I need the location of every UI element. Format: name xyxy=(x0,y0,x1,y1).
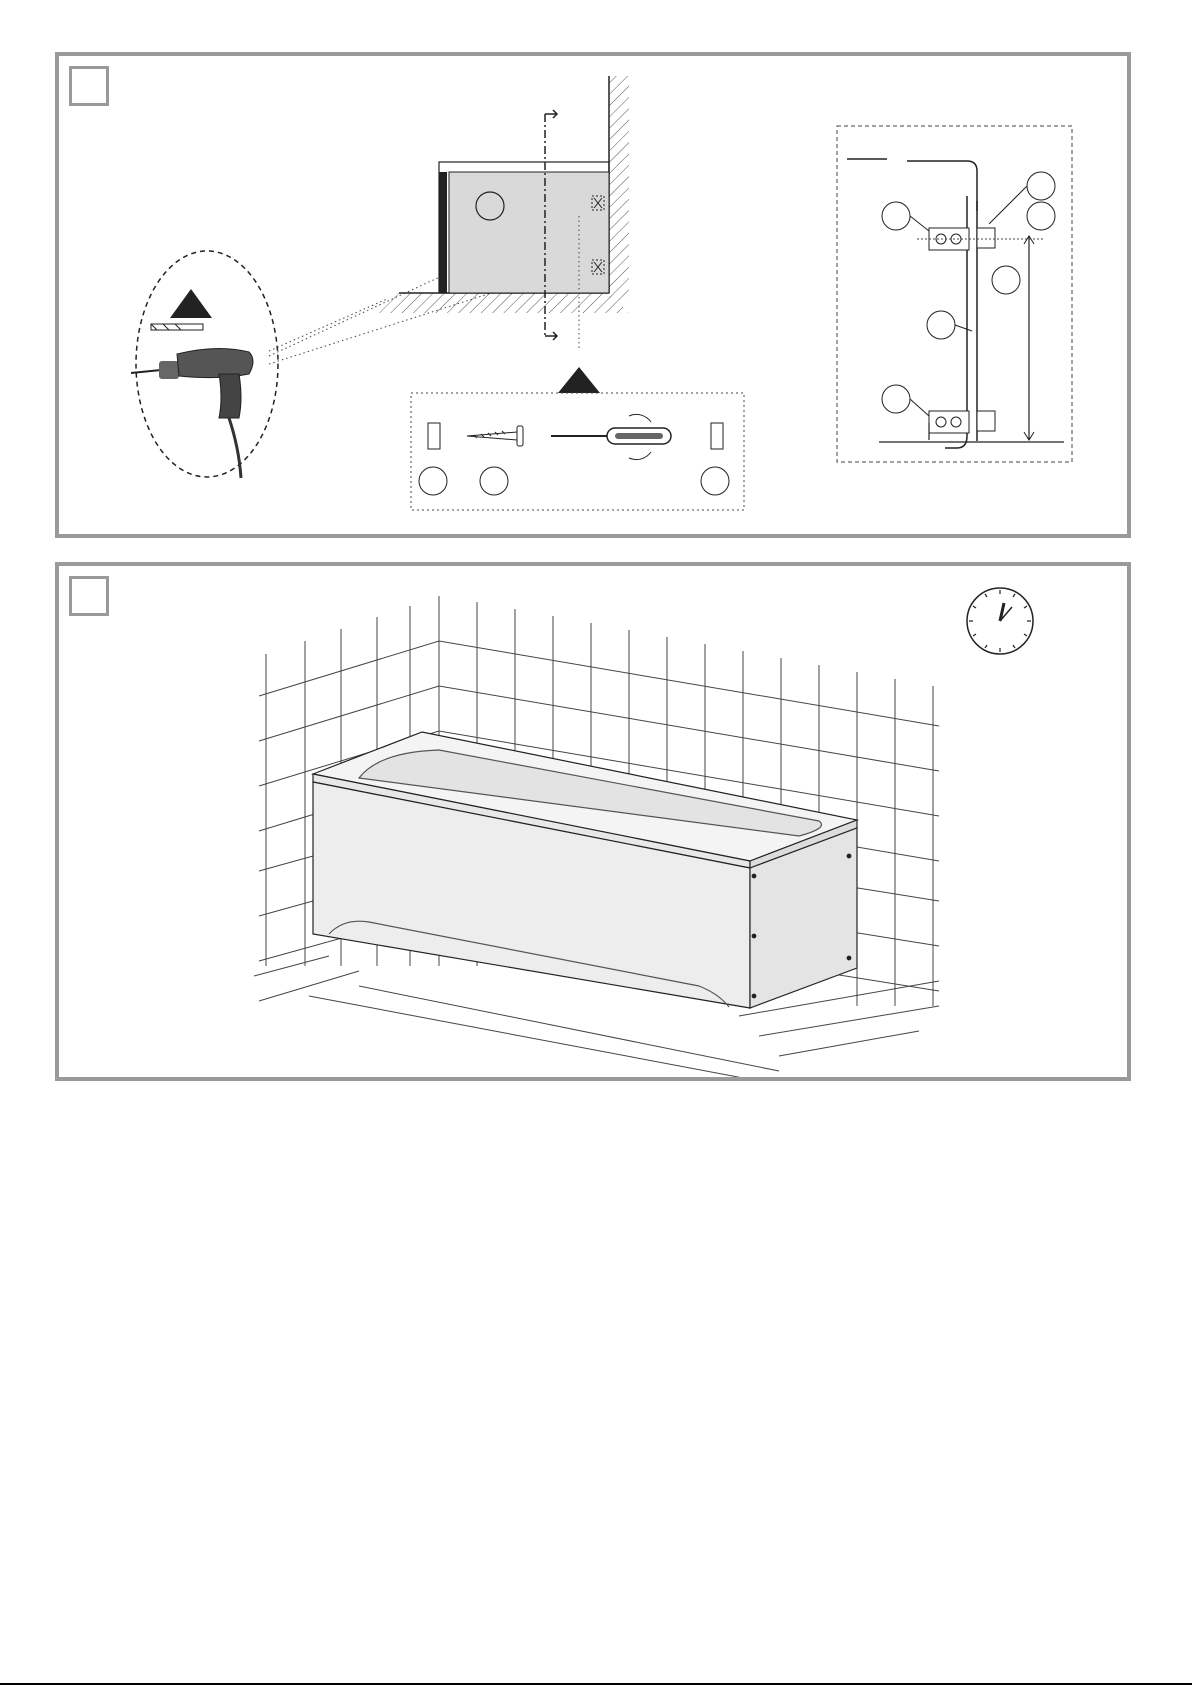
tools-detail xyxy=(411,367,744,510)
warning-triangle-icon xyxy=(170,289,212,318)
drill-detail xyxy=(131,251,278,478)
wall-plug-icon xyxy=(428,423,440,449)
screwdriver-icon xyxy=(551,414,671,459)
instruction-panel-1 xyxy=(55,52,1131,538)
drill-icon xyxy=(131,348,253,478)
bracket-detail-icon xyxy=(837,126,1072,462)
panel-1-illustration xyxy=(59,56,1127,534)
clock-icon xyxy=(967,588,1033,654)
bath-plan-view xyxy=(379,76,1127,351)
screw-icon xyxy=(467,426,523,446)
wall-plug-icon xyxy=(711,423,723,449)
drill-bit-icon xyxy=(151,324,203,330)
warning-triangle-icon xyxy=(558,367,600,393)
panel-2-illustration xyxy=(59,566,1127,1077)
bathtub-illustration xyxy=(313,732,857,1008)
instruction-panel-2 xyxy=(55,562,1131,1081)
